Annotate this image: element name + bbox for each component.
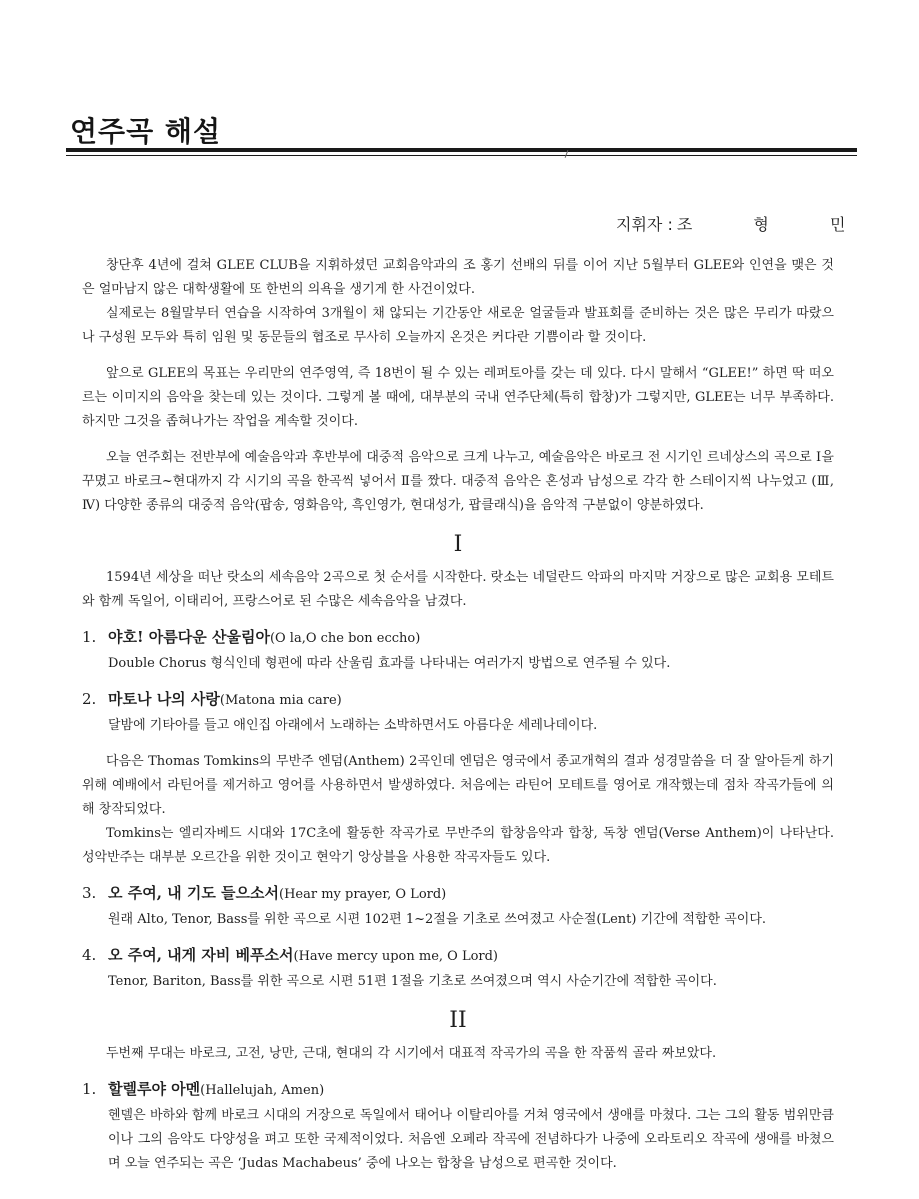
item-number: 1. [82, 1080, 97, 1098]
item-title-english: (Matona mia care) [219, 693, 342, 708]
item-heading [82, 942, 834, 970]
item-title-korean: 야호! 아름다운 산울림아 [108, 628, 270, 646]
section1-middle-paragraph-1: 다음은 Thomas Tomkins의 무반주 엔덤(Anthem) 2곡인데 엔덤은 영국에서 종교개혁의 결과 성경말씀을 더 잘 알아듣게 하기 위해 예배에서 라틴어를 제거하고 영어를 사용하면서 발생하였다. 처음에는 라틴어 모테트를 영어로 개작했는데 점차 작곡가들에 의해 창작되었다. [82, 754, 834, 817]
item-description: Double Chorus 형식인데 형편에 따라 산울림 효과를 나타내는 여러가지 방법으로 연주될 수 있다. [108, 656, 671, 671]
list-item [82, 624, 834, 676]
item-title-korean: 오 주여, 내 기도 들으소서 [108, 884, 280, 902]
item-title-korean: 할렐루야 아멘 [108, 1080, 201, 1098]
conductor-label: 지휘자 : [616, 215, 673, 234]
item-number: 4. [82, 946, 97, 964]
list-item [82, 942, 834, 994]
item-heading [82, 686, 834, 714]
item-title-english: (Have mercy upon me, O Lord) [293, 949, 499, 964]
item-number: 3. [82, 884, 97, 902]
item-description: Tenor, Bariton, Bass를 위한 곡으로 시편 51편 1절을 기초로 쓰여졌으며 역시 사순기간에 적합한 곡이다. [108, 974, 717, 989]
title-rule-thin [66, 155, 857, 156]
item-heading [82, 1076, 834, 1104]
intro-paragraph-4: 오늘 연주회는 전반부에 예술음악과 후반부에 대중적 음악으로 크게 나누고, 예술음악은 바로크 전 시기인 르네상스의 곡으로 Ⅰ을 꾸몄고 바로크~현대까지 각 시기의 곡을 한곡씩 넣어서 Ⅱ를 짰다. 대중적 음악은 혼성과 남성으로 각각 한 스테이지씩 나누었고 (Ⅲ, Ⅳ) 다양한 종류의 대중적 음악(팝송, 영화음악, 흑인영가, 현대성가, 팝클래식)을 음악적 구분없이 양분하였다. [82, 450, 834, 513]
intro-paragraph-1: 창단후 4년에 걸쳐 GLEE CLUB을 지휘하셨던 교회음악과의 조 홍기 선배의 뒤를 이어 지난 5월부터 GLEE와 인연을 맺은 것은 얼마남지 않은 대학생활에 또 한번의 의욕을 생기게 한 사건이었다. [82, 258, 834, 297]
item-title-korean: 마토나 나의 사랑 [108, 690, 220, 708]
intro-paragraph-3: 앞으로 GLEE의 목표는 우리만의 연주영역, 즉 18번이 될 수 있는 레퍼토아를 갖는 데 있다. 다시 말해서 “GLEE!” 하면 딱 떠오르는 이미지의 음악을 찾는데 있는 것이다. 그렇게 볼 때에, 대부분의 국내 연주단체(특히 합창)가 그렇지만, GLEE는 너무 부족하다. 하지만 그것을 좁혀나가는 작업을 계속할 것이다. [82, 366, 834, 429]
conductor-line [616, 212, 873, 235]
page-title: 연주곡 해설 [70, 115, 221, 148]
item-number: 1. [82, 628, 97, 646]
section-numeral-2: II [449, 1008, 467, 1033]
item-heading [82, 880, 834, 908]
item-title-korean: 오 주여, 내게 자비 베푸소서 [108, 946, 294, 964]
section-numeral-1: I [453, 532, 463, 557]
item-title-english: (O la,O che bon eccho) [269, 631, 421, 646]
list-item [82, 686, 834, 738]
intro-paragraph-2: 실제로는 8월말부터 연습을 시작하여 3개월이 채 않되는 기간동안 새로운 얼굴들과 발표회를 준비하는 것은 많은 무리가 따랐으나 구성원 모두와 특히 임원 및 동문들의 협조로 무사히 오늘까지 온것은 커다란 기쁨이라 할 것이다. [82, 306, 834, 345]
item-description: 헨델은 바하와 함께 바로크 시대의 거장으로 독일에서 태어나 이탈리아를 거쳐 영국에서 생애를 마쳤다. 그는 그의 활동 범위만큼이나 그의 음악도 다양성을 펴고 또한 국제적이었다. 처음엔 오페라 작곡에 전념하다가 나중에 오라토리오 작곡에 생애를 바쳤으며 오늘 연주되는 곡은 ‘Judas Machabeus’ 중에 나오는 합창을 남성으로 편곡한 것이다. [108, 1108, 834, 1171]
section1-intro: 1594년 세상을 떠난 랏소의 세속음악 2곡으로 첫 순서를 시작한다. 랏소는 네덜란드 악파의 마지막 거장으로 많은 교회용 모테트와 함께 독일어, 이태리어, 프랑스어로 된 수많은 세속음악을 남겼다. [82, 570, 834, 609]
list-item [82, 880, 834, 932]
item-description: 원래 Alto, Tenor, Bass를 위한 곡으로 시편 102편 1~2절을 기초로 쓰여졌고 사순절(Lent) 기간에 적합한 곡이다. [108, 912, 767, 927]
item-title-english: (Hallelujah, Amen) [200, 1083, 325, 1098]
item-number: 2. [82, 690, 97, 708]
list-item [82, 1076, 834, 1176]
item-heading [82, 624, 834, 652]
conductor-name: 조 형 민 [676, 215, 874, 234]
section1-middle-paragraph-2: Tomkins는 엘리자베드 시대와 17C초에 활동한 작곡가로 무반주의 합창음악과 합창, 독창 엔덤(Verse Anthem)이 나타난다. 성악반주는 대부분 오르간을 위한 것이고 현악기 앙상블을 사용한 작곡자들도 있다. [82, 826, 834, 865]
item-description: 달밤에 기타아를 들고 애인집 아래에서 노래하는 소박하면서도 아름다운 세레나데이다. [108, 718, 598, 733]
content [82, 254, 834, 1176]
item-title-english: (Hear my prayer, O Lord) [279, 887, 447, 902]
title-rule-thick [66, 148, 857, 152]
section2-intro: 두번째 무대는 바로크, 고전, 낭만, 근대, 현대의 각 시기에서 대표적 작곡가의 곡을 한 작품씩 골라 짜보았다. [106, 1046, 717, 1061]
